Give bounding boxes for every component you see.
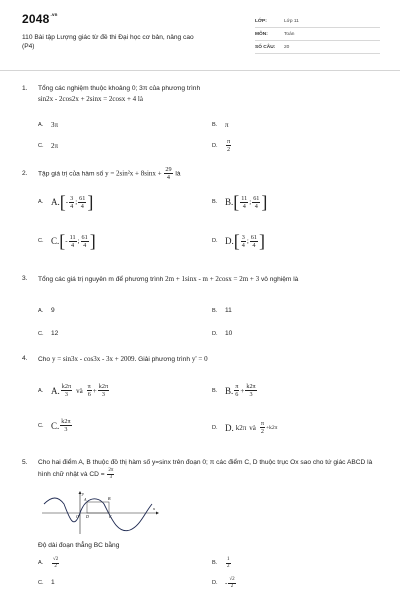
meta-row-count <box>255 41 380 54</box>
axis-label-y: y <box>82 491 84 496</box>
question-formula: 2m + 1sinx - m + 2cosx = 2m + 3 <box>165 275 260 283</box>
option-prefix: C. <box>51 236 60 246</box>
q5-option-c[interactable] <box>38 579 55 586</box>
x-axis-arrow <box>156 512 159 515</box>
option-fraction: $\frac{√2}{2}$ <box>229 577 235 589</box>
question-text: Tổng các giá trị nguyên m để phương trình <box>38 276 166 283</box>
option-and: và <box>76 386 83 395</box>
sine-graph <box>40 490 160 536</box>
question-text: Tổng các nghiệm thuộc khoảng 0; 3π của phương trình <box>38 85 201 92</box>
interval-left: $\frac{11}{4}$ <box>241 194 248 210</box>
option-value: k2π <box>235 423 247 432</box>
option-letter: B. <box>212 560 218 566</box>
q1-option-c[interactable] <box>38 142 58 150</box>
option-prefix: A. <box>51 385 60 396</box>
question-text-tail: vô nghiệm là <box>259 276 299 283</box>
meta-value: Toán <box>284 31 295 37</box>
interval: [ $\frac{11}{4}$ ; $\frac{61}{4}$ ] <box>233 192 268 212</box>
option-letter: B. <box>212 307 218 314</box>
option-letter: A. <box>38 122 44 128</box>
page-title: 110 Bài tập Lượng giác từ đề thi Đại học cơ bản, nâng cao (P4) <box>22 34 194 50</box>
question-formula: y = sin3x - cos3x - 3x + 2009. <box>51 355 137 363</box>
document-header <box>0 0 400 70</box>
question-1 <box>22 84 382 104</box>
header-divider <box>0 70 400 71</box>
option-letter: C. <box>38 143 44 149</box>
q3-option-b[interactable] <box>212 307 232 314</box>
option-letter: B. <box>212 199 218 205</box>
q2-option-a[interactable] <box>38 193 93 211</box>
q4-option-b[interactable] <box>212 383 258 398</box>
question-subtext: Độ dài đoạn thẳng BC bằng <box>38 542 120 549</box>
interval-sign: - <box>65 198 69 206</box>
option-fraction: $\frac{\pi}{6}$ <box>235 383 239 398</box>
interval: [ $\frac{3}{4}$ ; $\frac{61}{4}$ ] <box>233 231 265 251</box>
option-value: 3π <box>51 121 59 129</box>
question-number: 4. <box>22 355 28 362</box>
option-letter: C. <box>38 579 44 586</box>
interval-sign: - <box>65 237 68 245</box>
option-value: 10 <box>225 330 233 337</box>
meta-key: SỐ CÂU: <box>255 44 276 50</box>
meta-value: 20 <box>284 44 290 50</box>
point-label-c: C <box>109 514 112 519</box>
interval-right: $\frac{61}{4}$ <box>81 233 88 249</box>
question-number: 3. <box>22 275 28 282</box>
question-2 <box>22 166 382 181</box>
question-number: 5. <box>22 459 28 466</box>
logo-text: 2048 <box>22 12 50 26</box>
meta-row-class <box>255 15 380 28</box>
option-prefix: C. <box>51 420 60 431</box>
q1-option-b[interactable] <box>212 121 229 129</box>
option-letter: D. <box>212 424 218 431</box>
option-fraction: $\frac{k2\pi}{3}$ <box>61 383 72 398</box>
question-formula: y = 2sin²x + 8sinx + <box>105 169 164 178</box>
option-fraction: $\frac{k2\pi}{3}$ <box>246 383 256 398</box>
axis-label-x: x <box>153 506 155 511</box>
option-value: 12 <box>51 330 59 337</box>
option-letter: B. <box>212 122 218 128</box>
option-fraction: $\frac{k2\pi}{3}$ <box>98 383 109 398</box>
question-4 <box>22 354 382 365</box>
question-5-subtext <box>22 541 382 551</box>
question-text: Cho hai điểm A, B thuộc đồ thị hàm số y=sinx trên đoạn 0; π các điểm C, D thuộc trục Ox sao cho tứ giác ABCD là hình chữ nhật và CD = <box>38 459 373 478</box>
q1-option-d[interactable] <box>212 138 232 153</box>
interval-right: $\frac{61}{4}$ <box>250 233 257 249</box>
q2-option-c[interactable] <box>38 232 96 250</box>
option-fraction: $\frac{1}{2}$ <box>227 557 230 569</box>
meta-value: Lớp 11 <box>284 18 299 24</box>
q2-option-d[interactable] <box>212 232 265 250</box>
option-letter: A. <box>38 199 44 205</box>
interval-left: $\frac{11}{4}$ <box>69 233 76 249</box>
option-prefix: A. <box>51 197 60 207</box>
document-meta <box>255 15 380 54</box>
q5-option-d[interactable] <box>212 577 237 589</box>
option-value: 1 <box>51 579 55 586</box>
interval: [ - $\frac{3}{4}$ ; $\frac{61}{4}$ ] <box>59 192 94 212</box>
question-text: Cho <box>38 356 52 363</box>
option-plus: + <box>240 386 245 395</box>
question-text: Tập giá trị của hàm số <box>38 170 106 178</box>
option-letter: C. <box>38 330 44 337</box>
question-5 <box>22 458 382 480</box>
option-letter: D. <box>212 238 218 244</box>
meta-key: MÔN: <box>255 31 268 37</box>
option-value: 2π <box>51 142 59 150</box>
question-formula: sin2x - 2cos2x + 2sinx = 2cosx + 4 là <box>38 95 143 103</box>
interval-right: $\frac{61}{4}$ <box>79 194 86 210</box>
sine-curve <box>44 498 152 531</box>
formula-fraction: $\frac{29}{4}$ <box>165 166 172 181</box>
interval: [ - $\frac{11}{4}$ ; $\frac{61}{4}$ ] <box>59 231 96 251</box>
option-prefix: D. <box>225 422 234 433</box>
question-text-tail: là <box>173 170 181 178</box>
q4-option-a[interactable] <box>38 383 110 398</box>
question-number: 2. <box>22 169 28 177</box>
option-letter: A. <box>38 387 44 394</box>
option-sign: - <box>225 579 228 587</box>
q4-option-d[interactable] <box>212 420 277 435</box>
option-tail: +k2π <box>266 424 278 431</box>
q2-option-b[interactable] <box>212 193 267 211</box>
q3-option-a[interactable] <box>38 307 55 314</box>
q3-option-c[interactable] <box>38 330 58 337</box>
option-letter: A. <box>38 560 44 566</box>
point-label-a: A <box>84 497 87 502</box>
question-number: 1. <box>22 85 28 92</box>
option-prefix: B. <box>225 385 234 396</box>
option-value: 11 <box>225 307 232 314</box>
option-letter: D. <box>212 330 218 337</box>
interval-left: $\frac{3}{4}$ <box>70 194 74 210</box>
meta-key: LỚP: <box>255 18 267 24</box>
question-formula-2: y' = 0 <box>191 355 208 363</box>
option-plus: + <box>92 386 97 395</box>
question-fraction: $\frac{2\pi}{3}$ <box>108 468 114 480</box>
option-prefix: D. <box>225 236 234 246</box>
option-and: và <box>249 423 256 432</box>
option-fraction: $\frac{k2\pi}{3}$ <box>61 418 71 433</box>
question-3 <box>22 274 382 285</box>
option-fraction: $\frac{\pi}{6}$ <box>87 383 91 398</box>
q5-option-b[interactable] <box>212 557 232 569</box>
option-letter: D. <box>212 580 218 586</box>
point-label-d: D <box>86 514 89 519</box>
site-logo[interactable] <box>22 12 58 26</box>
option-letter: D. <box>212 142 218 149</box>
q3-option-d[interactable] <box>212 330 232 337</box>
origin-label: O <box>76 514 79 519</box>
option-letter: C. <box>38 422 44 429</box>
meta-row-subject <box>255 28 380 41</box>
interval-right: $\frac{61}{4}$ <box>253 194 260 210</box>
logo-domain: .vn <box>50 12 58 17</box>
option-value: π <box>225 121 229 129</box>
option-letter: B. <box>212 387 218 394</box>
option-fraction: $\frac{\pi}{2}$ <box>260 420 265 435</box>
q4-option-c[interactable] <box>38 418 73 433</box>
option-fraction: $\frac{√2}{2}$ <box>53 557 59 569</box>
q1-option-a[interactable] <box>38 121 58 129</box>
point-label-b: B <box>108 496 111 501</box>
interval-left: $\frac{3}{4}$ <box>241 233 245 249</box>
option-letter: A. <box>38 307 44 314</box>
question-text-mid: Giải phương trình <box>136 356 192 363</box>
option-letter: C. <box>38 238 44 244</box>
q5-option-a[interactable] <box>38 557 60 569</box>
option-prefix: B. <box>225 197 234 207</box>
option-value: 9 <box>51 307 55 314</box>
option-fraction: $\frac{\pi}{2}$ <box>227 138 231 153</box>
